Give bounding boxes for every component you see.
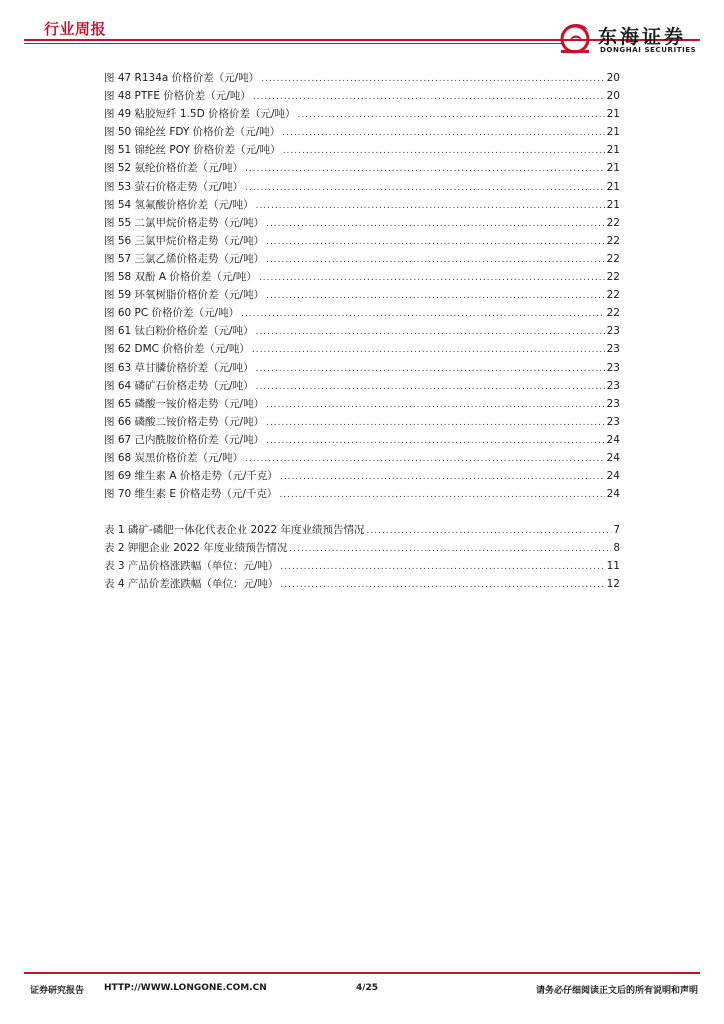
footer-page-number: 4/25 xyxy=(356,983,379,993)
toc-entry-page: 22 xyxy=(606,216,620,229)
toc-entry-page: 23 xyxy=(606,361,620,374)
toc-entry-page: 12 xyxy=(606,578,620,591)
toc-leader-dots xyxy=(256,327,605,337)
toc-entry-label: 图 48 PTFE 价格价差（元/吨） xyxy=(104,90,251,103)
toc-leader-dots xyxy=(266,255,605,265)
footer-rule xyxy=(24,972,700,974)
toc-entry[interactable] xyxy=(104,106,620,124)
toc-entry-label: 表 4 产品价差涨跌幅（单位：元/吨） xyxy=(104,578,279,591)
toc-entry[interactable] xyxy=(104,287,620,305)
toc-entry-label: 图 55 二氯甲烷价格走势（元/吨） xyxy=(104,216,265,229)
toc-entry-page: 24 xyxy=(606,451,620,464)
toc-leader-dots xyxy=(261,74,604,84)
toc-entry[interactable] xyxy=(104,486,620,504)
toc-entry[interactable] xyxy=(104,378,620,396)
footer-report-type: 证券研究报告 xyxy=(30,986,85,996)
toc-entry[interactable] xyxy=(104,197,620,215)
toc-leader-dots xyxy=(280,562,604,572)
toc-leader-dots xyxy=(256,382,605,392)
toc-entry-page: 20 xyxy=(606,90,620,103)
toc-entry[interactable] xyxy=(104,88,620,106)
toc-entry-page: 23 xyxy=(606,379,620,392)
toc-leader-dots xyxy=(298,110,605,120)
toc-entry-page: 21 xyxy=(606,180,620,193)
toc-entry[interactable] xyxy=(104,360,620,378)
toc-entry-label: 图 47 R134a 价格价差（元/吨） xyxy=(104,72,260,84)
toc-leader-dots xyxy=(241,309,605,319)
toc-leader-dots xyxy=(245,183,605,193)
toc-entry-label: 表 1 磷矿-磷肥一体化代表企业 2022 年度业绩预告情况 xyxy=(104,524,365,536)
toc-entry-page: 23 xyxy=(606,397,620,410)
toc-entry-page: 8 xyxy=(613,542,620,555)
toc-entry-label: 图 53 萤石价格走势（元/吨） xyxy=(104,180,244,193)
toc-entry-page: 21 xyxy=(606,162,620,175)
toc-entry-label: 图 54 氢氟酸价格价差（元/吨） xyxy=(104,198,254,211)
header-rule-thin xyxy=(24,43,564,44)
toc-entry-page: 21 xyxy=(606,108,620,121)
logo-en-text: DONGHAI SECURITIES xyxy=(600,46,697,54)
toc-entry[interactable] xyxy=(104,341,620,359)
toc-entry-label: 图 65 磷酸一铵价格走势（元/吨） xyxy=(104,397,265,410)
table-toc xyxy=(104,522,620,594)
toc-entry-page: 11 xyxy=(606,560,620,573)
toc-entry-label: 图 64 磷矿石价格走势（元/吨） xyxy=(104,379,254,392)
toc-entry[interactable] xyxy=(104,160,620,178)
toc-leader-dots xyxy=(256,364,605,374)
toc-entry-label: 图 59 环氧树脂价格价差（元/吨） xyxy=(104,289,265,302)
toc-entry-label: 图 49 粘胶短纤 1.5D 价格价差（元/吨） xyxy=(104,108,296,121)
toc-entry-page: 24 xyxy=(606,433,620,446)
toc-entry-label: 图 58 双酚 A 价格价差（元/吨） xyxy=(104,271,257,284)
footer-disclaimer: 请务必仔细阅读正文后的所有说明和声明 xyxy=(535,986,698,996)
toc-entry-page: 22 xyxy=(606,307,620,320)
toc-entry[interactable] xyxy=(104,251,620,269)
toc-entry-page: 22 xyxy=(606,271,620,284)
toc-leader-dots xyxy=(367,526,612,536)
toc-entry-label: 表 2 钾肥企业 2022 年度业绩预告情况 xyxy=(104,542,288,555)
toc-entry-page: 21 xyxy=(606,198,620,211)
section-tag: 行业周报 xyxy=(44,20,107,38)
toc-entry[interactable] xyxy=(104,305,620,323)
toc-entry[interactable] xyxy=(104,124,620,142)
toc-leader-dots xyxy=(266,237,605,247)
toc-leader-dots xyxy=(266,436,605,446)
toc-leader-dots xyxy=(266,219,605,229)
toc-entry-label: 图 63 草甘膦价格价差（元/吨） xyxy=(104,361,254,374)
toc-entry-page: 20 xyxy=(606,72,620,84)
toc-entry[interactable] xyxy=(104,233,620,251)
toc-leader-dots xyxy=(266,291,605,301)
toc-entry[interactable] xyxy=(104,432,620,450)
toc-leader-dots xyxy=(279,490,604,500)
toc-entry-label: 图 62 DMC 价格价差（元/吨） xyxy=(104,343,250,356)
toc-entry-label: 图 70 维生素 E 价格走势（元/千克） xyxy=(104,488,278,501)
toc-entry-page: 23 xyxy=(606,415,620,428)
toc-leader-dots xyxy=(252,345,605,355)
toc-entry[interactable] xyxy=(104,396,620,414)
toc-entry-page: 22 xyxy=(606,289,620,302)
toc-entry[interactable] xyxy=(104,323,620,341)
toc-entry[interactable] xyxy=(104,269,620,287)
toc-entry-label: 图 61 钛白粉价格价差（元/吨） xyxy=(104,325,254,338)
toc-leader-dots xyxy=(266,400,605,410)
toc-entry-label: 图 57 三氯乙烯价格走势（元/吨） xyxy=(104,252,265,265)
toc-leader-dots xyxy=(256,201,605,211)
toc-entry[interactable] xyxy=(104,576,620,594)
toc-entry[interactable] xyxy=(104,179,620,197)
toc-entry-page: 24 xyxy=(606,488,620,501)
toc-entry-page: 21 xyxy=(606,126,620,139)
toc-entry-page: 23 xyxy=(606,343,620,356)
toc-leader-dots xyxy=(280,580,604,590)
toc-entry-label: 图 68 炭黑价格价差（元/吨） xyxy=(104,451,244,464)
toc-entry[interactable] xyxy=(104,215,620,233)
toc-entry-label: 图 67 己内酰胺价格价差（元/吨） xyxy=(104,433,265,446)
toc-leader-dots xyxy=(289,544,611,554)
toc-entry-label: 图 51 锦纶丝 POY 价格价差（元/吨） xyxy=(104,144,281,157)
toc-entry-page: 21 xyxy=(606,144,620,157)
toc-entry-label: 图 50 锦纶丝 FDY 价格价差（元/吨） xyxy=(104,126,281,139)
toc-entry-page: 22 xyxy=(606,252,620,265)
toc-entry-label: 图 52 氨纶价格价差（元/吨） xyxy=(104,162,244,175)
toc-entry[interactable] xyxy=(104,540,620,558)
toc-entry[interactable] xyxy=(104,142,620,160)
toc-entry-page: 22 xyxy=(606,234,620,247)
dragon-logo-icon xyxy=(558,20,592,56)
toc-leader-dots xyxy=(245,164,605,174)
company-logo xyxy=(556,20,706,58)
toc-entry[interactable] xyxy=(104,558,620,576)
toc-entry-label: 表 3 产品价格涨跌幅（单位：元/吨） xyxy=(104,560,279,573)
toc-leader-dots xyxy=(259,273,605,283)
toc-entry[interactable] xyxy=(104,414,620,432)
toc-entry-label: 图 56 三氯甲烷价格走势（元/吨） xyxy=(104,234,265,247)
toc-leader-dots xyxy=(253,92,605,102)
logo-cn-text: 东海证券 xyxy=(598,26,687,48)
toc-leader-dots xyxy=(280,472,605,482)
figure-toc xyxy=(104,70,620,504)
toc-leader-dots xyxy=(245,454,605,464)
toc-leader-dots xyxy=(282,128,604,138)
toc-entry-label: 图 66 磷酸二铵价格走势（元/吨） xyxy=(104,415,265,428)
toc-entry[interactable] xyxy=(104,468,620,486)
toc-entry-page: 23 xyxy=(606,325,620,338)
toc-entry-page: 24 xyxy=(606,470,620,483)
toc-leader-dots xyxy=(266,418,605,428)
toc-entry-page: 7 xyxy=(613,524,620,536)
toc-entry-label: 图 69 维生素 A 价格走势（元/千克） xyxy=(104,470,278,483)
footer-url[interactable]: HTTP://WWW.LONGONE.COM.CN xyxy=(104,983,267,993)
toc-entry[interactable] xyxy=(104,70,620,88)
toc-entry-label: 图 60 PC 价格价差（元/吨） xyxy=(104,307,240,320)
toc-entry[interactable] xyxy=(104,450,620,468)
toc-leader-dots xyxy=(283,146,605,156)
toc-entry[interactable] xyxy=(104,522,620,540)
